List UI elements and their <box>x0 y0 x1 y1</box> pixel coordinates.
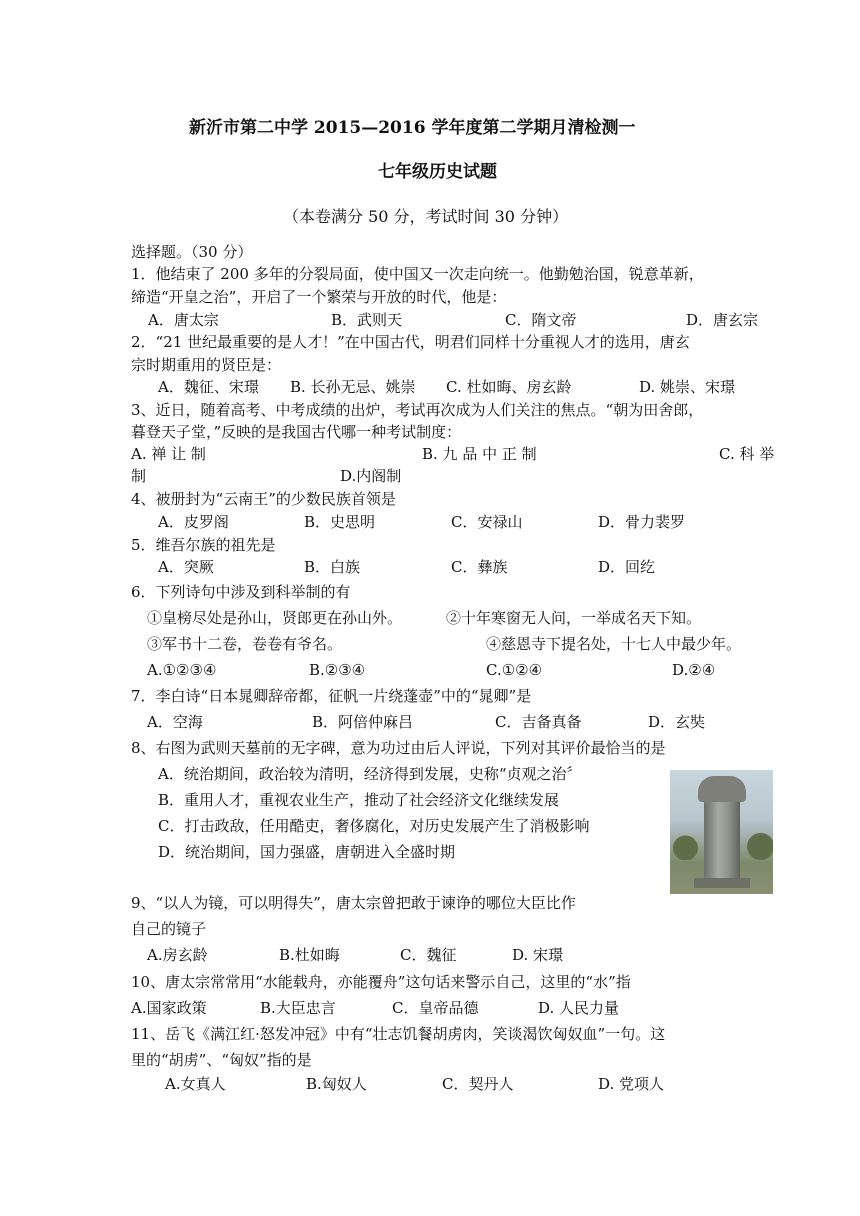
q11-option-b: B.匈奴人 <box>306 1075 367 1093</box>
exam-note: （本卷满分 50 分，考试时间 30 分钟） <box>283 207 569 226</box>
q4-option-d: D．骨力裴罗 <box>598 513 686 531</box>
q8-stem: 8、右图为武则天墓前的无字碑，意为功过由后人评说，下列对其评价最恰当的是 <box>131 739 666 757</box>
q4-option-b: B．史思明 <box>304 513 376 531</box>
q10-option-d: D. 人民力量 <box>538 999 620 1017</box>
q9-option-b: B.杜如晦 <box>279 946 340 964</box>
q3-option-d: D.内阁制 <box>340 467 402 485</box>
q11-stem-line2: 里的“胡虏”、“匈奴”指的是 <box>131 1051 312 1069</box>
q5-option-d: D．回纥 <box>598 558 656 576</box>
q10-option-c: C．皇帝品德 <box>392 999 479 1017</box>
q5-option-a: A．突厥 <box>158 558 214 576</box>
q11-option-a: A.女真人 <box>165 1075 226 1093</box>
q2-option-a: A．魏征、宋璟 <box>158 378 259 396</box>
q11-option-c: C．契丹人 <box>442 1075 514 1093</box>
q2-option-b: B. 长孙无忌、姚崇 <box>290 378 416 396</box>
q6-stem: 6．下列诗句中涉及到科举制的有 <box>131 583 351 601</box>
q2-option-d: D. 姚崇、宋璟 <box>639 378 736 396</box>
q5-stem: 5．维吾尔族的祖先是 <box>131 536 276 554</box>
q1-stem-line1: 1．他结束了 200 多年的分裂局面，使中国又一次走向统一。他勤勉治国，锐意革新， <box>131 265 704 283</box>
q7-option-d: D．玄奘 <box>648 713 706 731</box>
q11-option-d: D. 党项人 <box>598 1075 665 1093</box>
q7-option-b: B．阿倍仲麻吕 <box>312 713 414 731</box>
q1-stem-line2: 缔造“开皇之治”，开启了一个繁荣与开放的时代，他是： <box>131 288 507 306</box>
q7-option-a: A．空海 <box>147 713 203 731</box>
q3-option-a: A. 禅 让 制 <box>131 445 206 463</box>
q4-stem: 4、被册封为“云南王”的少数民族首领是 <box>131 490 396 508</box>
q6-poem-1: ①皇榜尽处是孙山，贤郎更在孙山外。 <box>147 609 403 627</box>
q6-poem-2: ②十年寒窗无人问，一举成名天下知。 <box>446 609 702 627</box>
q1-option-d: D．唐玄宗 <box>686 311 759 329</box>
q3-option-c: C. 科 举 <box>719 445 775 463</box>
q10-stem: 10、唐太宗常常用“水能载舟，亦能覆舟”这句话来警示自己，这里的“水”指 <box>131 973 631 991</box>
q3-stem-line1: 3、近日，随着高考、中考成绩的出炉，考试再次成为人们关注的焦点。“朝为田舍郎， <box>131 401 704 419</box>
q10-option-a: A.国家政策 <box>131 999 207 1017</box>
q8-option-d: D．统治期间，国力强盛，唐朝进入全盛时期 <box>158 843 456 861</box>
q9-stem-line2: 自己的镜子 <box>131 920 207 938</box>
page-title: 新沂市第二中学 2015—2016 学年度第二学期月清检测一 <box>189 118 636 138</box>
page-subtitle: 七年级历史试题 <box>378 162 497 182</box>
q7-option-c: C．吉备真备 <box>495 713 582 731</box>
q11-stem-line1: 11、岳飞《满江红·怒发冲冠》中有“壮志饥餐胡虏肉，笑谈渴饮匈奴血”一句。这 <box>131 1025 666 1043</box>
stele-top <box>698 776 746 802</box>
q8-option-a: A．统治期间，政治较为清明，经济得到发展，史称“贞观之治〞 <box>158 765 582 783</box>
q2-option-c: C. 杜如晦、房玄龄 <box>446 378 572 396</box>
q9-stem-line1: 9、“以人为镜，可以明得失”，唐太宗曾把敢于谏诤的哪位大臣比作 <box>131 894 576 912</box>
q6-option-d: D.②④ <box>672 661 716 679</box>
q5-option-c: C．彝族 <box>451 558 508 576</box>
q2-stem-line1: 2．“21 世纪最重要的是人才！”在中国古代，明君们同样十分重视人才的选用，唐玄 <box>131 333 690 351</box>
q1-option-a: A．唐太宗 <box>148 311 219 329</box>
q6-poem-4: ④慈恩寺下提名处，十七人中最少年。 <box>486 635 742 653</box>
q2-stem-line2: 宗时期重用的贤臣是： <box>131 356 282 374</box>
q6-option-c: C.①②④ <box>486 661 543 679</box>
q5-option-b: B．白族 <box>304 558 361 576</box>
q9-option-a: A.房玄龄 <box>147 946 208 964</box>
q7-stem: 7．李白诗“日本晁卿辞帝都，征帆一片绕蓬壶”中的“晁卿”是 <box>131 687 532 705</box>
stele-base <box>694 878 750 888</box>
q6-poem-3: ③军书十二卷，卷卷有爷名。 <box>147 635 343 653</box>
q6-option-b: B.②③④ <box>309 661 366 679</box>
q8-option-c: C．打击政敌，任用酷吏，奢侈腐化，对历史发展产生了消极影响 <box>158 817 590 835</box>
q1-option-c: C．隋文帝 <box>505 311 577 329</box>
q10-option-b: B.大臣忠言 <box>260 999 336 1017</box>
section-heading: 选择题。（30 分） <box>131 243 253 261</box>
q3-stem-line2: 暮登天子堂，”反映的是我国古代哪一种考试制度： <box>131 423 462 441</box>
q9-option-c: C．魏征 <box>400 946 457 964</box>
wordless-stele-image <box>670 770 773 894</box>
q4-option-a: A．皮罗阁 <box>158 513 229 531</box>
q3-option-b: B. 九 品 中 正 制 <box>422 445 537 463</box>
q8-option-b: B．重用人才，重视农业生产，推动了社会经济文化继续发展 <box>158 791 560 809</box>
q3-option-c-cont: 制 <box>131 467 147 485</box>
q9-option-d: D. 宋璟 <box>512 946 564 964</box>
q1-option-b: B．武则天 <box>331 311 403 329</box>
q6-option-a: A.①②③④ <box>147 661 217 679</box>
q4-option-c: C．安禄山 <box>451 513 523 531</box>
